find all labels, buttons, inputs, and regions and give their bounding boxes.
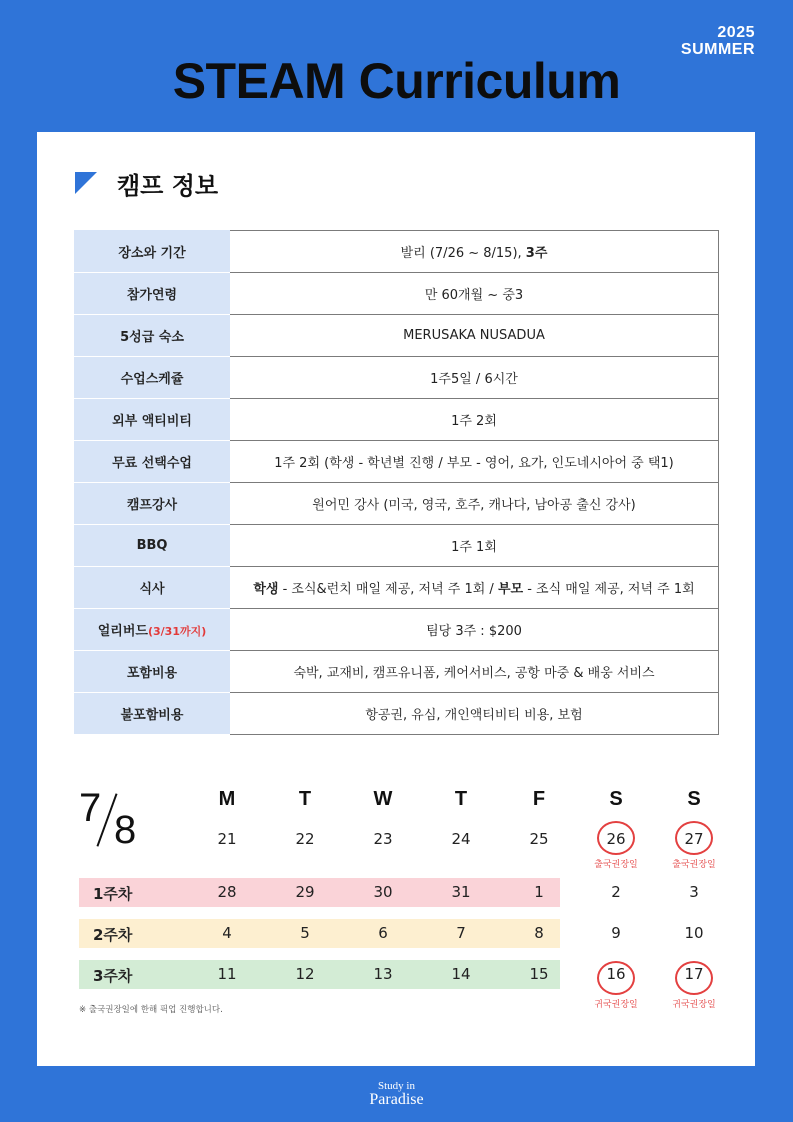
section-title: 캠프 정보 bbox=[117, 171, 219, 200]
meal-parent-text: - 조식 매일 제공, 저녁 주 1회 bbox=[523, 582, 695, 597]
return-note: 귀국권장일 bbox=[672, 1000, 716, 1010]
date-circle-icon bbox=[675, 961, 713, 995]
date-circle-icon bbox=[675, 821, 713, 855]
row-key: 무료 선택수업 bbox=[75, 441, 230, 483]
date-cell: 3 bbox=[689, 883, 699, 901]
date-cell: 27 bbox=[684, 830, 704, 848]
early-bird-deadline: (3/31까지) bbox=[147, 625, 207, 638]
meal-student-text: - 조식&런치 매일 제공, 저녁 주 1회 / bbox=[278, 582, 498, 597]
date-cell: 1 bbox=[534, 883, 544, 901]
meal-student-label: 학생 bbox=[253, 582, 279, 597]
date-cell: 14 bbox=[451, 965, 471, 983]
date-cell: 28 bbox=[217, 883, 237, 901]
row-value: 원어민 강사 (미국, 영국, 호주, 캐나다, 남아공 출신 강사) bbox=[230, 483, 719, 525]
table-row bbox=[75, 399, 719, 441]
date-cell: 2 bbox=[611, 883, 621, 901]
date-cell: 12 bbox=[295, 965, 315, 983]
row-key: BBQ bbox=[75, 525, 230, 567]
row-key-text: 얼리버드 bbox=[97, 624, 148, 639]
date-cell: 25 bbox=[529, 830, 549, 848]
date-cell: 26 bbox=[606, 830, 626, 848]
row-value bbox=[230, 231, 719, 273]
table-row bbox=[75, 315, 719, 357]
date-cell: 7 bbox=[456, 924, 466, 942]
week-label: 3주차 bbox=[93, 967, 133, 985]
day-header: F bbox=[532, 788, 546, 810]
row-value-text: 발리 (7/26 ~ 8/15), bbox=[400, 246, 526, 261]
row-value: 숙박, 교재비, 캠프유니폼, 케어서비스, 공항 마중 & 배웅 서비스 bbox=[230, 651, 719, 693]
brand-logo bbox=[0, 1080, 793, 1106]
table-row bbox=[75, 357, 719, 399]
triangle-icon bbox=[75, 172, 97, 194]
row-key: 장소와 기간 bbox=[75, 231, 230, 273]
row-value bbox=[230, 567, 719, 609]
row-value: 항공권, 유심, 개인액티비티 비용, 보험 bbox=[230, 693, 719, 735]
date-cell: 31 bbox=[451, 883, 471, 901]
date-cell: 24 bbox=[451, 830, 471, 848]
logo-line1: Study in bbox=[378, 1080, 415, 1092]
departure-note: 출국권장일 bbox=[672, 860, 716, 870]
table-row bbox=[75, 651, 719, 693]
row-value: 팀당 3주 : $200 bbox=[230, 609, 719, 651]
row-key: 수업스케쥴 bbox=[75, 357, 230, 399]
row-value: 1주 2회 bbox=[230, 399, 719, 441]
week-label: 1주차 bbox=[93, 885, 133, 903]
table-row bbox=[75, 441, 719, 483]
date-cell: 13 bbox=[373, 965, 393, 983]
table-row bbox=[75, 483, 719, 525]
row-value: 1주5일 / 6시간 bbox=[230, 357, 719, 399]
date-cell: 15 bbox=[529, 965, 549, 983]
table-row bbox=[75, 567, 719, 609]
date-cell: 6 bbox=[378, 924, 388, 942]
day-header: T bbox=[298, 788, 312, 810]
departure-note: 출국권장일 bbox=[594, 860, 638, 870]
table-row bbox=[75, 231, 719, 273]
row-value: 1주 1회 bbox=[230, 525, 719, 567]
return-note: 귀국권장일 bbox=[594, 1000, 638, 1010]
table-row bbox=[75, 525, 719, 567]
date-cell: 11 bbox=[217, 965, 237, 983]
meal-parent-label: 부모 bbox=[497, 582, 524, 597]
logo-line2: Paradise bbox=[369, 1091, 424, 1108]
calendar-footnote: ※ 출국권장일에 한해 픽업 진행합니다. bbox=[79, 1005, 223, 1015]
week-label: 2주차 bbox=[93, 926, 133, 944]
row-key: 외부 액티비티 bbox=[75, 399, 230, 441]
season-text: SUMMER bbox=[680, 41, 755, 58]
section-header bbox=[75, 168, 218, 198]
day-header: M bbox=[218, 788, 236, 810]
day-header: S bbox=[687, 788, 701, 810]
year-text: 2025 bbox=[717, 24, 755, 41]
row-key: 포함비용 bbox=[75, 651, 230, 693]
row-value: 1주 2회 (학생 - 학년별 진행 / 부모 - 영어, 요가, 인도네시아어 중 택1) bbox=[230, 441, 719, 483]
table-row bbox=[75, 693, 719, 735]
date-cell: 4 bbox=[222, 924, 232, 942]
date-cell: 23 bbox=[373, 830, 393, 848]
row-key: 참가연령 bbox=[75, 273, 230, 315]
camp-info-table bbox=[74, 230, 719, 735]
row-value: 만 60개월 ~ 중3 bbox=[230, 273, 719, 315]
day-header: W bbox=[373, 788, 393, 810]
date-circle-icon bbox=[597, 961, 635, 995]
row-value-bold: 3주 bbox=[525, 246, 548, 261]
day-header: S bbox=[609, 788, 623, 810]
date-cell: 9 bbox=[611, 924, 621, 942]
date-cell: 22 bbox=[295, 830, 315, 848]
day-header: T bbox=[454, 788, 468, 810]
date-cell: 16 bbox=[606, 965, 626, 983]
row-key: 식사 bbox=[75, 567, 230, 609]
content-card bbox=[37, 132, 755, 1066]
date-cell: 30 bbox=[373, 883, 393, 901]
month-end: 8 bbox=[114, 808, 137, 852]
date-cell: 5 bbox=[300, 924, 310, 942]
page-title: STEAM Curriculum bbox=[172, 53, 621, 109]
date-cell: 8 bbox=[534, 924, 544, 942]
table-row bbox=[75, 273, 719, 315]
date-circle-icon bbox=[597, 821, 635, 855]
row-key: 불포함비용 bbox=[75, 693, 230, 735]
row-key bbox=[75, 609, 230, 651]
date-cell: 29 bbox=[295, 883, 315, 901]
row-key: 캠프강사 bbox=[75, 483, 230, 525]
month-start: 7 bbox=[79, 786, 102, 830]
date-cell: 10 bbox=[684, 924, 704, 942]
date-cell: 17 bbox=[684, 965, 704, 983]
row-key: 5성급 숙소 bbox=[75, 315, 230, 357]
table-row bbox=[75, 609, 719, 651]
date-cell: 21 bbox=[217, 830, 237, 848]
calendar bbox=[37, 772, 755, 1032]
row-value: MERUSAKA NUSADUA bbox=[230, 315, 719, 357]
